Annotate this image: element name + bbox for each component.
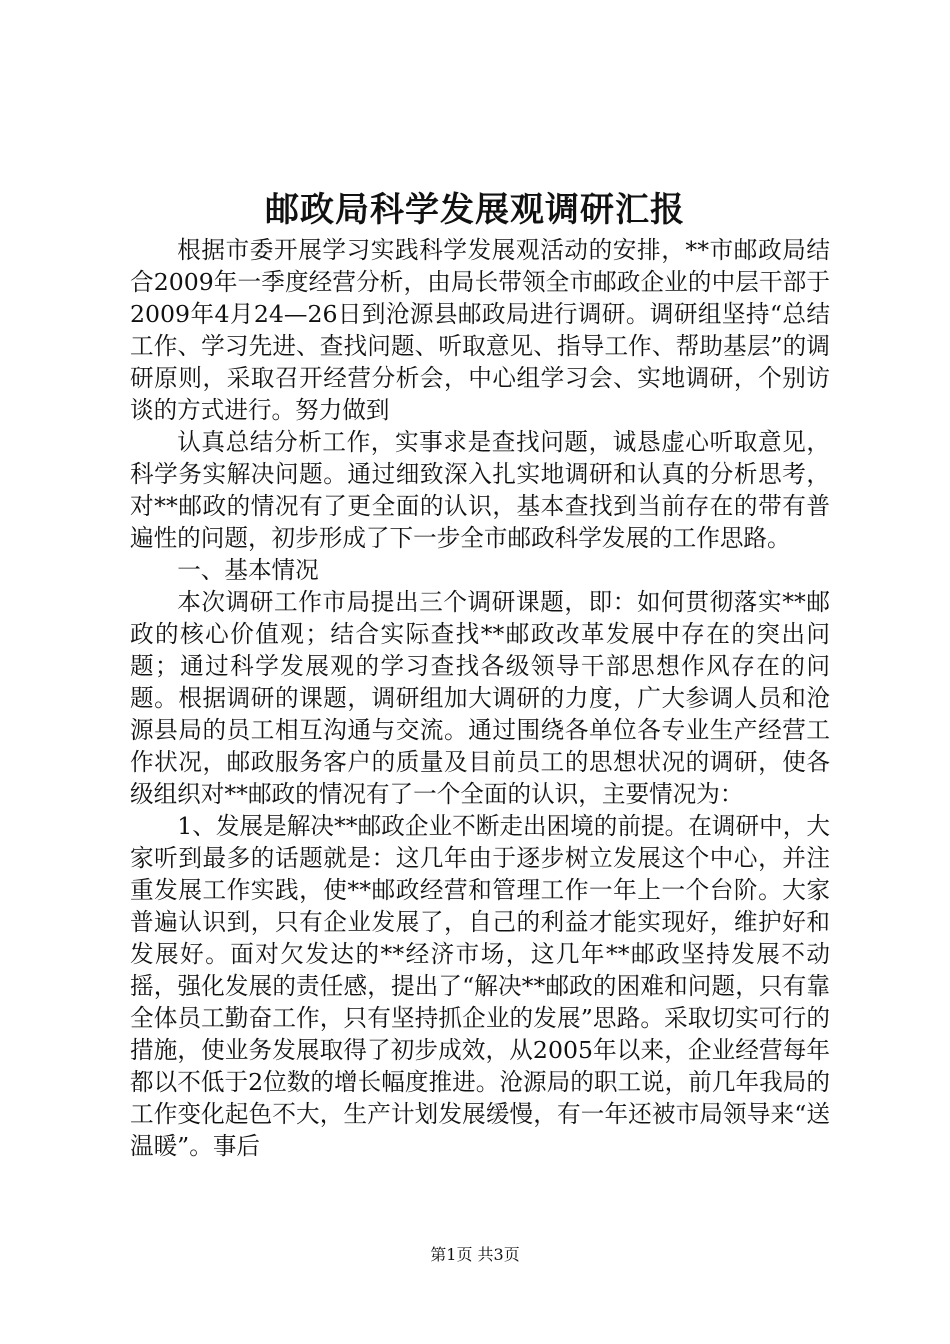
- document-title: 邮政局科学发展观调研汇报: [265, 190, 685, 230]
- paragraph-principles: 认真总结分析工作，实事求是查找问题，诚恳虚心听取意见，科学务实解决问题。通过细致深入扎实地调研和认真的分析思考，对**邮政的情况有了更全面的认识，基本查找到当前存在的带有普遍性的问题，初步形成了下一步全市邮政科学发展的工作思路。: [130, 428, 830, 552]
- paragraph-intro: 根据市委开展学习实践科学发展观活动的安排，**市邮政局结合2009年一季度经营分析，由局长带领全市邮政企业的中层干部于2009年4月24—26日到沧源县邮政局进行调研。调研组坚持“总结工作、学习先进、查找问题、听取意见、指导工作、帮助基层”的调研原则，采取召开经营分析会，中心组学习会、实地调研，个别访谈的方式进行。努力做到: [130, 236, 830, 424]
- document-body: [130, 234, 830, 1162]
- paragraph-development: 1、发展是解决**邮政企业不断走出困境的前提。在调研中，大家听到最多的话题就是：这几年由于逐步树立发展这个中心，并注重发展工作实践，使**邮政经营和管理工作一年上一个台阶。大家普遍认识到，只有企业发展了，自己的利益才能实现好，维护好和发展好。面对欠发达的**经济市场，这几年**邮政坚持发展不动摇，强化发展的责任感，提出了“解决**邮政的困难和问题，只有靠全体员工勤奋工作，只有坚持抓企业的发展”思路。采取切实可行的措施，使业务发展取得了初步成效，从2005年以来，企业经营每年都以不低于2位数的增长幅度推进。沧源局的职工说，前几年我局的工作变化起色不大，生产计划发展缓慢，有一年还被市局领导来“送温暖”。事后: [130, 812, 830, 1160]
- section-heading-basic-situation: 一、基本情况: [177, 556, 319, 584]
- page-footer: 第1页 共3页: [430, 1245, 520, 1264]
- paragraph-research-topics: 本次调研工作市局提出三个调研课题，即：如何贯彻落实**邮政的核心价值观；结合实际查找**邮政改革发展中存在的突出问题；通过科学发展观的学习查找各级领导干部思想作风存在的问题。根据调研的课题，调研组加大调研的力度，广大参调人员和沧源县局的员工相互沟通与交流。通过围绕各单位各专业生产经营工作状况，邮政服务客户的质量及目前员工的思想状况的调研，使各级组织对**邮政的情况有了一个全面的认识，主要情况为：: [130, 588, 830, 808]
